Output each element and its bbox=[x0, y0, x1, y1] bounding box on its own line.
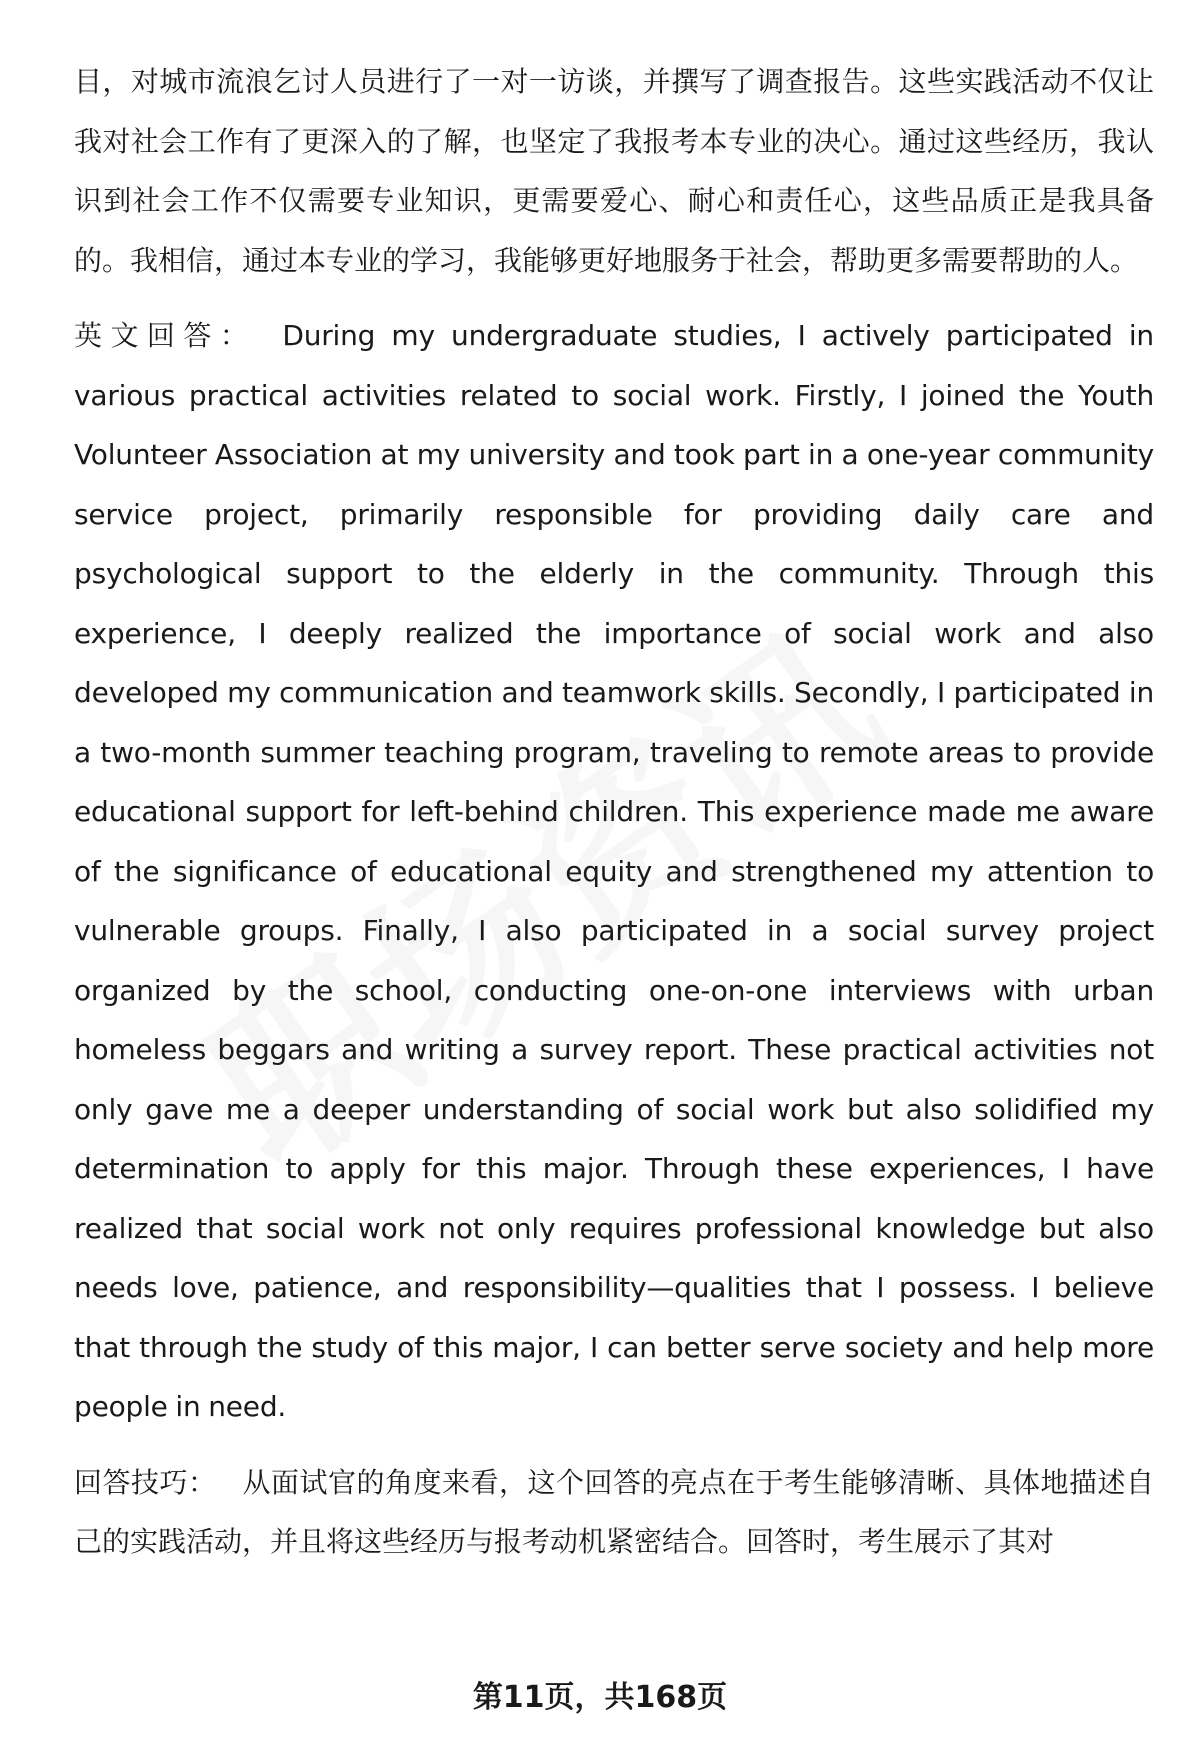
answer-tips-text: 从面试官的角度来看，这个回答的亮点在于考生能够清晰、具体地描述自己的实践活动，并且将这些经历与报考动机紧密结合。回答时，考生展示了其对 bbox=[74, 1465, 1154, 1558]
english-answer-text: During my undergraduate studies, I actively participated in various practical activities related to social work. Firstly, I joined the Youth Volunteer Association at my university and took part in a one-year community service project, primarily responsible for providing daily care and psychological support to the elderly in the community. Through this experience, I deeply realized the importance of social work and also developed my communication and teamwork skills. Secondly, I participated in a two-month summer teaching program, traveling to remote areas to provide educational support for left-behind children. This experience made me aware of the significance of educational equity and strengthened my attention to vulnerable groups. Finally, I also participated in a social survey project organized by the school, conducting one-on-one interviews with urban homeless beggars and writing a survey report. These practical activities not only gave me a deeper understanding of social work but also solidified my determination to apply for this major. Through these experiences, I have realized that social work not only requires professional knowledge but also needs love, patience, and responsibility—qualities that I possess. I believe that through the study of this major, I can better serve society and help more people in need. bbox=[74, 319, 1154, 1423]
page-number: 第11页，共168页 bbox=[472, 1680, 728, 1715]
english-answer-label: 英文回答： bbox=[74, 319, 257, 352]
document-body bbox=[74, 52, 1154, 1572]
continuation-paragraph: 目，对城市流浪乞讨人员进行了一对一访谈，并撰写了调查报告。这些实践活动不仅让我对社会工作有了更深入的了解，也坚定了我报考本专业的决心。通过这些经历，我认识到社会工作不仅需要专业知识，更需要爱心、耐心和责任心，这些品质正是我具备的。我相信，通过本专业的学习，我能够更好地服务于社会，帮助更多需要帮助的人。 bbox=[74, 65, 1154, 277]
answer-tips-paragraph bbox=[74, 1453, 1154, 1572]
answer-tips-label: 回答技巧： bbox=[74, 1465, 217, 1499]
english-answer-paragraph bbox=[74, 306, 1154, 1437]
